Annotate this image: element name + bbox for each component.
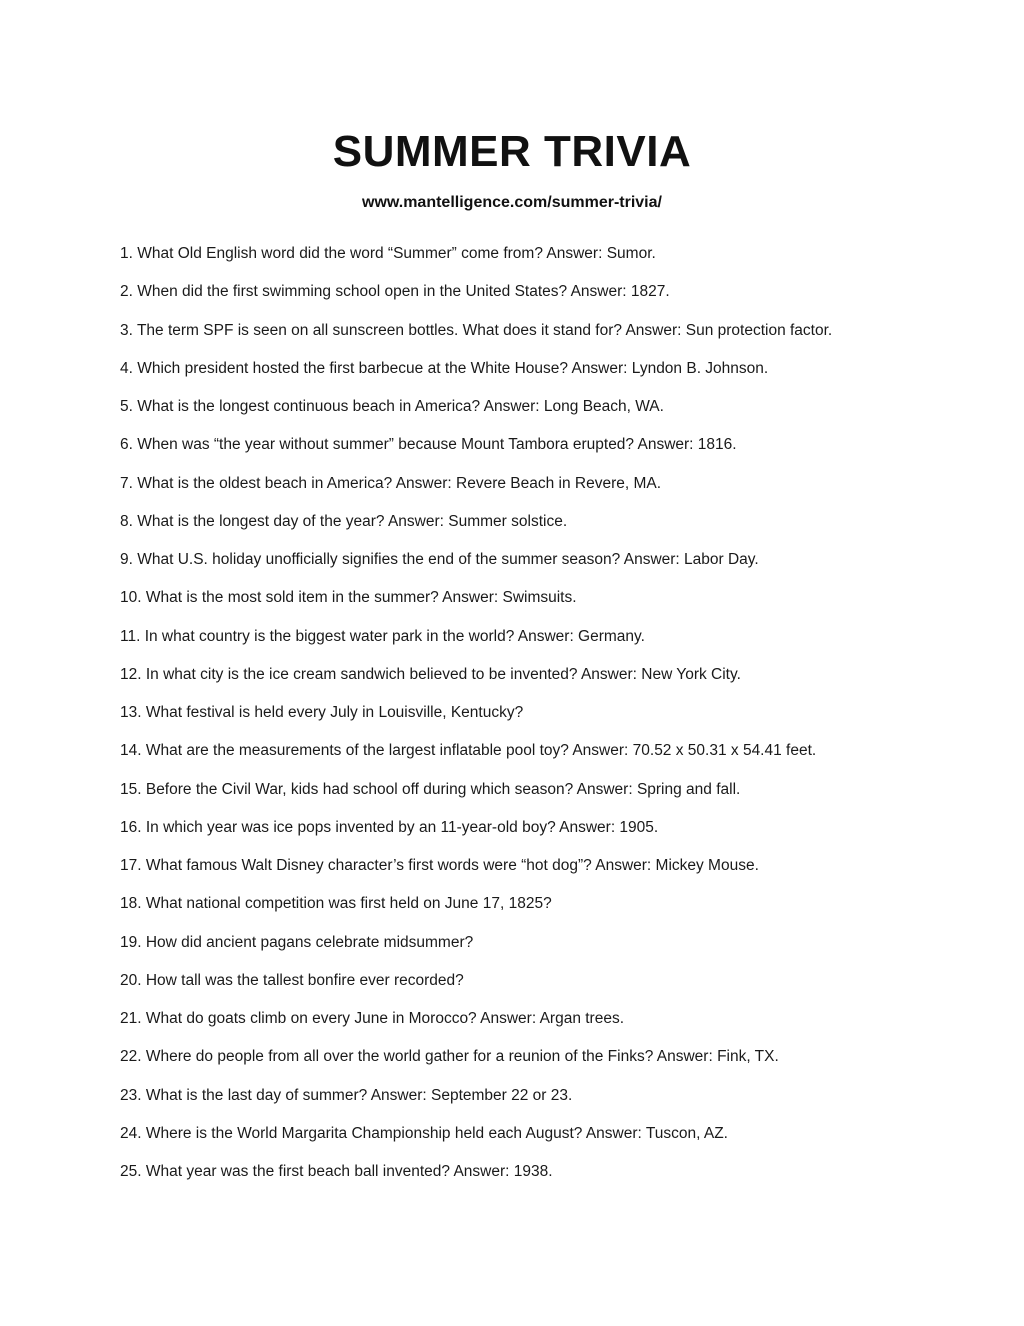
question-item: 10. What is the most sold item in the summer? Answer: Swimsuits. — [120, 589, 577, 607]
question-item: 14. What are the measurements of the largest inflatable pool toy? Answer: 70.52 x 50.31 x 54.41 feet. — [120, 742, 817, 760]
question-item: 21. What do goats climb on every June in Morocco? Answer: Argan trees. — [120, 1010, 625, 1027]
question-item: 9. What U.S. holiday unofficially signifies the end of the summer season? Answer: Labor Day. — [120, 551, 759, 568]
source-url: www.mantelligence.com/summer-trivia/ — [362, 194, 662, 211]
question-item: 3. The term SPF is seen on all sunscreen bottles. What does it stand for? Answer: Sun protection factor. — [120, 321, 833, 339]
question-item: 24. Where is the World Margarita Championship held each August? Answer: Tuscon, AZ. — [120, 1124, 728, 1142]
question-item: 4. Which president hosted the first barbecue at the White House? Answer: Lyndon B. Johnson. — [120, 359, 769, 377]
question-item: 19. How did ancient pagans celebrate midsummer? — [120, 933, 474, 951]
question-item: 13. What festival is held every July in Louisville, Kentucky? — [120, 704, 524, 721]
question-item: 11. In what country is the biggest water park in the world? Answer: Germany. — [120, 627, 645, 645]
question-item: 20. How tall was the tallest bonfire ever recorded? — [120, 971, 464, 989]
question-item: 18. What national competition was first held on June 17, 1825? — [120, 895, 552, 913]
question-list — [120, 242, 960, 1198]
question-item: 6. When was “the year without summer” because Mount Tambora erupted? Answer: 1816. — [120, 436, 737, 454]
page-title: SUMMER TRIVIA — [332, 127, 692, 176]
question-item: 12. In what city is the ice cream sandwich believed to be invented? Answer: New York City. — [120, 665, 741, 683]
question-item: 7. What is the oldest beach in America? Answer: Revere Beach in Revere, MA. — [120, 474, 662, 492]
question-item: 8. What is the longest day of the year? Answer: Summer solstice. — [120, 512, 568, 530]
question-item: 17. What famous Walt Disney character’s first words were “hot dog”? Answer: Mickey Mouse. — [120, 857, 759, 874]
question-item: 22. Where do people from all over the world gather for a reunion of the Finks? Answer: Fink, TX. — [120, 1048, 779, 1066]
question-item: 23. What is the last day of summer? Answer: September 22 or 23. — [120, 1086, 573, 1104]
question-item: 5. What is the longest continuous beach in America? Answer: Long Beach, WA. — [120, 398, 664, 415]
question-item: 2. When did the first swimming school open in the United States? Answer: 1827. — [120, 283, 670, 301]
question-item: 1. What Old English word did the word “Summer” come from? Answer: Sumor. — [120, 245, 656, 262]
question-item: 15. Before the Civil War, kids had school off during which season? Answer: Spring and fall. — [120, 780, 741, 798]
question-item: 25. What year was the first beach ball invented? Answer: 1938. — [120, 1163, 553, 1180]
question-item: 16. In which year was ice pops invented by an 11-year-old boy? Answer: 1905. — [120, 818, 659, 836]
